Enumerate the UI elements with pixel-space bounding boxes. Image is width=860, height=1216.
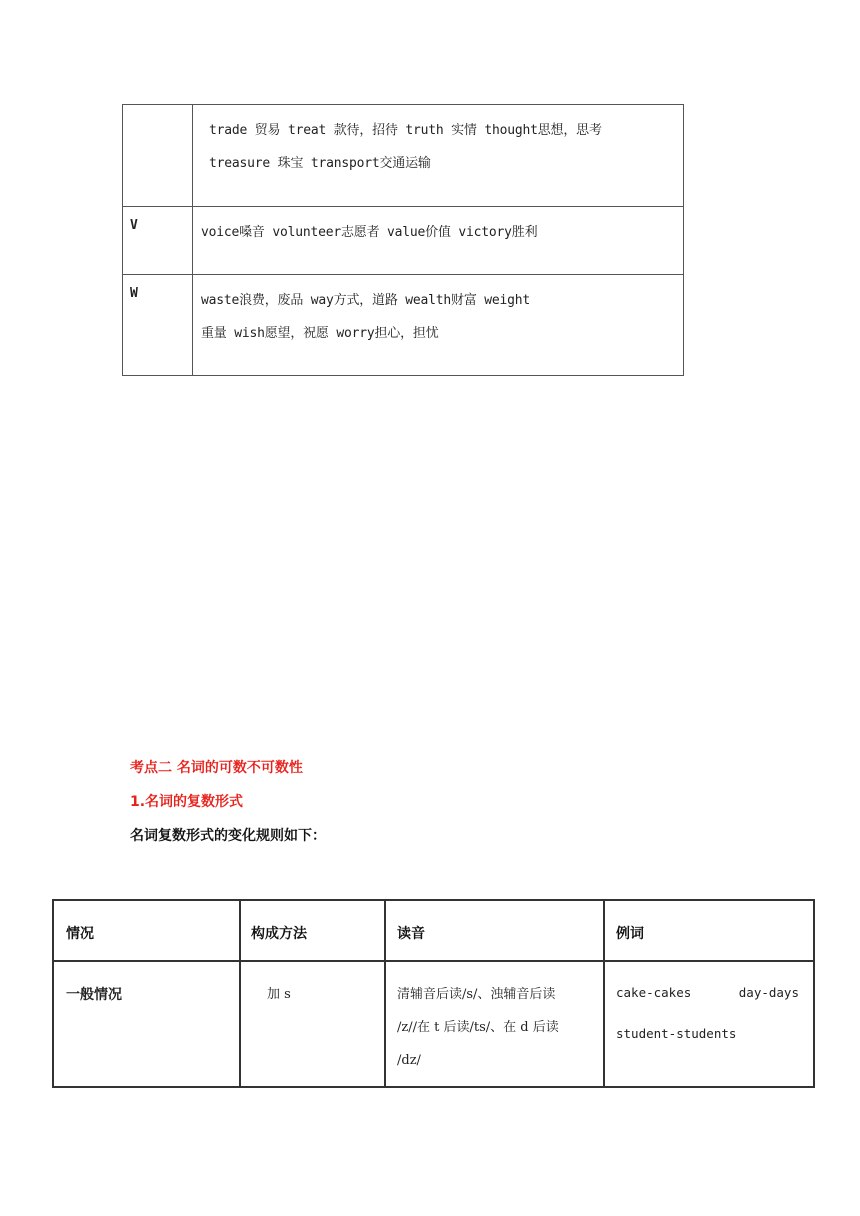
- example-word: cake-cakes: [616, 985, 692, 1000]
- header-pronunciation: 读音: [397, 926, 425, 942]
- example-word: day-days: [738, 985, 799, 1000]
- vocab-row-v: [123, 207, 683, 275]
- cell-case: 一般情况: [66, 987, 122, 1003]
- cell-method: 加 s: [267, 987, 291, 1002]
- header-method: 构成方法: [251, 926, 307, 942]
- column-pronunciation: [386, 901, 605, 1086]
- column-method: [241, 901, 386, 1086]
- vocab-words-cell: [209, 114, 675, 180]
- section-title: 考点二 名词的可数不可数性: [130, 760, 303, 776]
- vocab-line: trade 贸易 treat 款待，招待 truth 实情 thought思想，思考: [209, 123, 602, 138]
- examples-line: [616, 982, 799, 1004]
- cell-examples: [616, 982, 799, 1045]
- pronunciation-line: /dz/: [397, 1053, 421, 1068]
- header-row-divider: [54, 960, 813, 962]
- vocab-words-cell: [201, 216, 675, 249]
- vocab-line: waste浪费，废品 way方式，道路 wealth财富 weight: [201, 293, 531, 308]
- vocab-row-t: [123, 105, 683, 207]
- pronunciation-line: /z//在 t 后读/ts/、在 d 后读: [397, 1020, 559, 1035]
- vocab-line: 重量 wish愿望，祝愿 worry担心，担忧: [201, 326, 439, 341]
- vocabulary-table: [122, 104, 684, 376]
- header-examples: 例词: [616, 926, 644, 942]
- vocab-letter-cell: [123, 105, 193, 206]
- section-intro: 名词复数形式的变化规则如下：: [130, 828, 326, 844]
- column-examples: [605, 901, 813, 1086]
- header-case: 情况: [66, 926, 94, 942]
- vocab-words-cell: [201, 284, 675, 350]
- column-case: [54, 901, 241, 1086]
- pronunciation-line: 清辅音后读/s/、浊辅音后读: [397, 987, 556, 1002]
- example-word: student-students: [616, 1026, 737, 1041]
- plural-rules-table: [52, 899, 815, 1088]
- vocab-row-w: [123, 275, 683, 375]
- cell-pronunciation: [397, 978, 559, 1077]
- vocab-line: treasure 珠宝 transport交通运输: [209, 156, 431, 171]
- vocab-letter-cell: V: [123, 207, 193, 274]
- section-subtitle: 1.名词的复数形式: [130, 794, 244, 810]
- vocab-letter-cell: W: [123, 275, 193, 375]
- vocab-line: voice嗓音 volunteer志愿者 value价值 victory胜利: [201, 225, 538, 240]
